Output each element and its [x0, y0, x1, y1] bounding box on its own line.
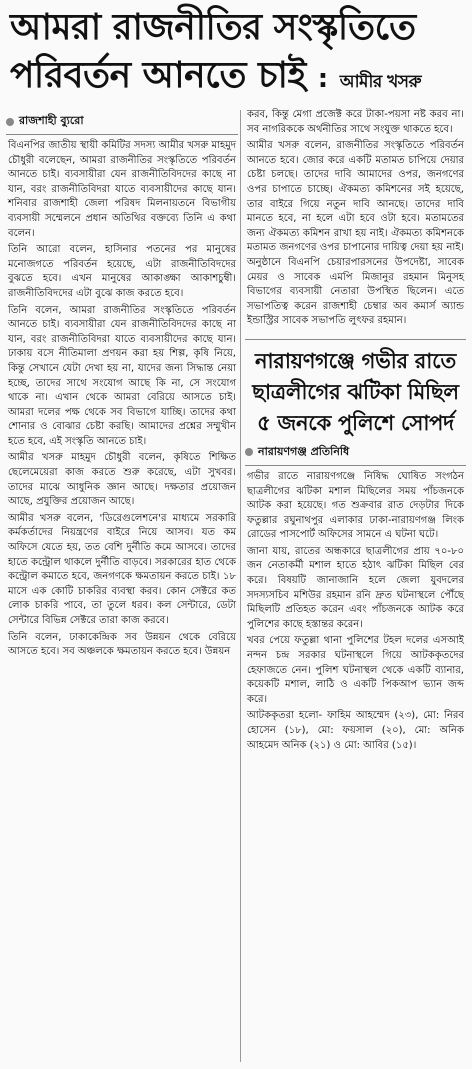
story2-paragraph: খবর পেয়ে ফতুল্লা থানা পুলিশের টহল দলের এসআই নন্দন চন্দ্র সরকার ঘটনাস্থলে গিয়ে আটককৃতদের হেফাজতে নেন। পুলিশ ঘটনাস্থল থেকে একটি ব্যানার, কয়েকটি মশাল, লাঠি ও একটি পিকআপ ভ্যান জব্দ করে।: [247, 635, 464, 705]
main-headline-line1: আমরা রাজনীতির সংস্কৃতিতে: [10, 7, 416, 48]
story2-paragraph: জানা যায়, রাতের অন্ধকারে ছাত্রলীগের প্রায় ৭০-৮০ জন নেতাকর্মী মশাল হাতে হঠাৎ ঝটিকা মিছিল বের করে। বিষয়টি জানাজানি হলে জেলা যুবদলের সদস্যসচিব মশিউর রহমান রনি দ্রুত ঘটনাস্থলে পৌঁছে মিছিলটি প্রতিহত করেন এবং পাঁচজনকে আটক করে পুলিশের কাছে হস্তান্তর করেন।: [247, 545, 464, 630]
story2-paragraph: গভীর রাতে নারায়ণগঞ্জে নিষিদ্ধ ঘোষিত সংগঠন ছাত্রলীগের ঝটিকা মশাল মিছিলের সময় পাঁচজনকে আটক করা হয়েছে। গত শুক্রবার রাত দেড়টার দিকে ফতুল্লার রঘুনাথপুর এলাকার ঢাকা-নারায়ণগঞ্জ লিংক রোডের পাসপোর্ট অফিসের সামনে এ ঘটনা ঘটে।: [247, 470, 464, 541]
main-headline-line2: [10, 52, 465, 106]
story2-byline-text: নারায়ণগঞ্জ প্রতিনিধি: [258, 444, 350, 458]
story1-paragraph: তিনি বলেন, আমরা রাজনীতির সংস্কৃতিতে পরিবর্তন আনতে চাই। ব্যবসায়ীরা যেন রাজনীতিবিদদের কাছে না যান, বরং রাজনীতিবিদরা যাতে ব্যবসায়ীদের কাছে যান। ঢাকায় বসে নীতিমালা প্রণয়ন করা হয় শিল্প, কৃষি নিয়ে, কিন্তু সেখানে যেটা দেখা হয় না, যাদের জন্য সিদ্ধান্ত নেয়া হচ্ছে, তাদের সাথে সংযোগ আছে কি না, সে সংযোগ থাকে না। এখান থেকে আমরা বেরিয়ে আসতে চাই। আমরা দলের পক্ষ থেকে সব বিভাগে যাচ্ছি। তাদের কথা শোনার ও বোঝার চেষ্টা করছি। আমাদের প্রশ্নের সম্মুখীন হতে হবে, এই সংস্কৃতি আনতে চাই।: [8, 304, 236, 447]
story1-byline-text: রাজশাহী ব্যুরো: [19, 114, 84, 127]
column-divider: [240, 110, 241, 1062]
story2-headline-line: ছাত্রলীগের ঝটিকা মিছিল: [252, 379, 459, 404]
story1-byline: [6, 112, 238, 135]
story2-headline-line: ৫ জনকে পুলিশে সোপর্দ: [257, 410, 454, 435]
story2-headline-line: নারায়ণগঞ্জে গভীর রাতে: [254, 348, 456, 373]
story1-continued-paragraph: আমীর খসরু বলেন, রাজনীতির সংস্কৃতিতে পরিবর্তন আনতে হবে। জোর করে একটি মতামত চাপিয়ে দেয়ার চেষ্টা চলছে। তাদের দাবি আমাদের ওপর, জনগণের ওপর চাপাতে চাচ্ছে। ঐকমত্য কমিশনের সই হয়েছে, তার বাইরে গিয়ে নতুন দাবি আনছে। তাদের দাবি মানতে হবে, না হলে এটা হবে ওটা হবে। মতামতের জন্য ঐকমত্য কমিশন রাখা হয় নাই। ঐকমত্য কমিশনকে মতামত জনগণের ওপর চাপানোর দায়িত্ব দেয়া হয় নাই। অনুষ্ঠানে বিএনপি চেয়ারপারসনের উপদেষ্টা, সাবেক মেয়র ও সাবেক এমপি মিজানুর রহমান মিনুসহ বিভাগের ব্যবসায়ী নেতারা উপস্থিত ছিলেন। এতে সভাপতিত্ব করেন রাজশাহী চেম্বার অব কমার্স অ্যান্ড ইন্ডাস্ট্রির সাবেক সভাপতি লুৎফর রহমান।: [247, 140, 464, 327]
bullet-icon: [6, 118, 14, 126]
headline-speaker: আমীর খসরু: [339, 72, 422, 92]
headline-colon: :: [317, 64, 328, 94]
story2-headline: [245, 339, 466, 439]
right-column: [245, 108, 466, 1065]
story1-paragraph: তিনি বলেন, ঢাকাকেন্দ্রিক সব উন্নয়ন থেকে বেরিয়ে আসতে হবে। সব অঞ্চলকে ক্ষমতায়ন করতে হবে। উন্নয়ন: [8, 631, 236, 658]
story2-paragraph: আটককৃতরা হলো- ফাহিম আহম্মেদ (২৩), মো: নিরব হোসেন (১৮), মো: ফয়সাল (২০), মো: অনিক আহমেদ অনিক (২১) ও মো: আবির (১৫)।: [247, 710, 464, 751]
story1-paragraph: আমীর খসরু বলেন, 'ডিরেগুলেশনে'র মাধ্যমে সরকারি কর্মকর্তাদের নিয়ন্ত্রণের বাইরে নিয়ে আসব। যত কম অফিসে যেতে হয়, তত বেশি দুর্নীতি কমে আসবে। তাদের হাতে কন্ট্রোল থাকলে দুর্নীতি বাড়বে। সরকারের হাত থেকে কন্ট্রোল কমাতে হবে, জনগণকে ক্ষমতায়ন করতে চাই। ১৮ মাসে এক কোটি চাকরির ব্যবস্থা করব। কোন সেক্টরে কত লোক চাকরি পাবে, তা তুলে ধরব। কল সেন্টারে, ডেটা সেন্টারে বিভিন্ন সেক্টরে তারা কাজ করবে।: [8, 512, 236, 626]
story2-byline: [245, 443, 466, 466]
story1-paragraph: আমীর খসরু মাহমুদ চৌধুরী বলেন, কৃষিতে শিক্ষিত ছেলেমেয়েরা কাজ করতে শুরু করেছে, এটা সুখবর। তাদের মাঝে আধুনিক জ্ঞান আছে। দক্ষতার প্রয়োজন আছে, প্রযুক্তির প্রয়োজন আছে।: [8, 452, 236, 508]
story1-continued-paragraph: করব, কিন্তু মেগা প্রজেক্ট করে টাকা-পয়সা নষ্ট করব না। সব নাগরিককে অর্থনীতির সাথে সংযুক্ত থাকতে হবে।: [247, 109, 464, 135]
main-headline-text: পরিবর্তন আনতে চাই: [10, 55, 306, 96]
story1-paragraph: তিনি আরো বলেন, হাসিনার পতনের পর মানুষের মনোজগতে পরিবর্তন হয়েছে, এটা রাজনীতিবিদদের বুঝতে হবে। এখন মানুষের আকাঙ্ক্ষা আকাশচুম্বী। রাজনীতিবিদদের এটা বুঝে কাজ করতে হবে।: [8, 244, 236, 299]
left-column: [6, 110, 238, 1065]
bullet-icon: [245, 448, 253, 456]
story1-paragraph: বিএনপির জাতীয় স্থায়ী কমিটির সদস্য আমীর খসরু মাহমুদ চৌধুরী বলেছেন, আমরা রাজনীতির সংস্কৃতিতে পরিবর্তন আনতে চাই। ব্যবসায়ীরা যেন রাজনীতিবিদদের কাছে না যান, বরং রাজনীতিবিদরা যাতে ব্যবসায়ীদের কাছে যান। শনিবার রাজশাহী জেলা পরিষদ মিলনায়তনে বিভাগীয় ব্যবসায়ী সম্মেলনে প্রধান অতিথির বক্তব্যে তিনি এ কথা বলেন।: [8, 140, 236, 239]
